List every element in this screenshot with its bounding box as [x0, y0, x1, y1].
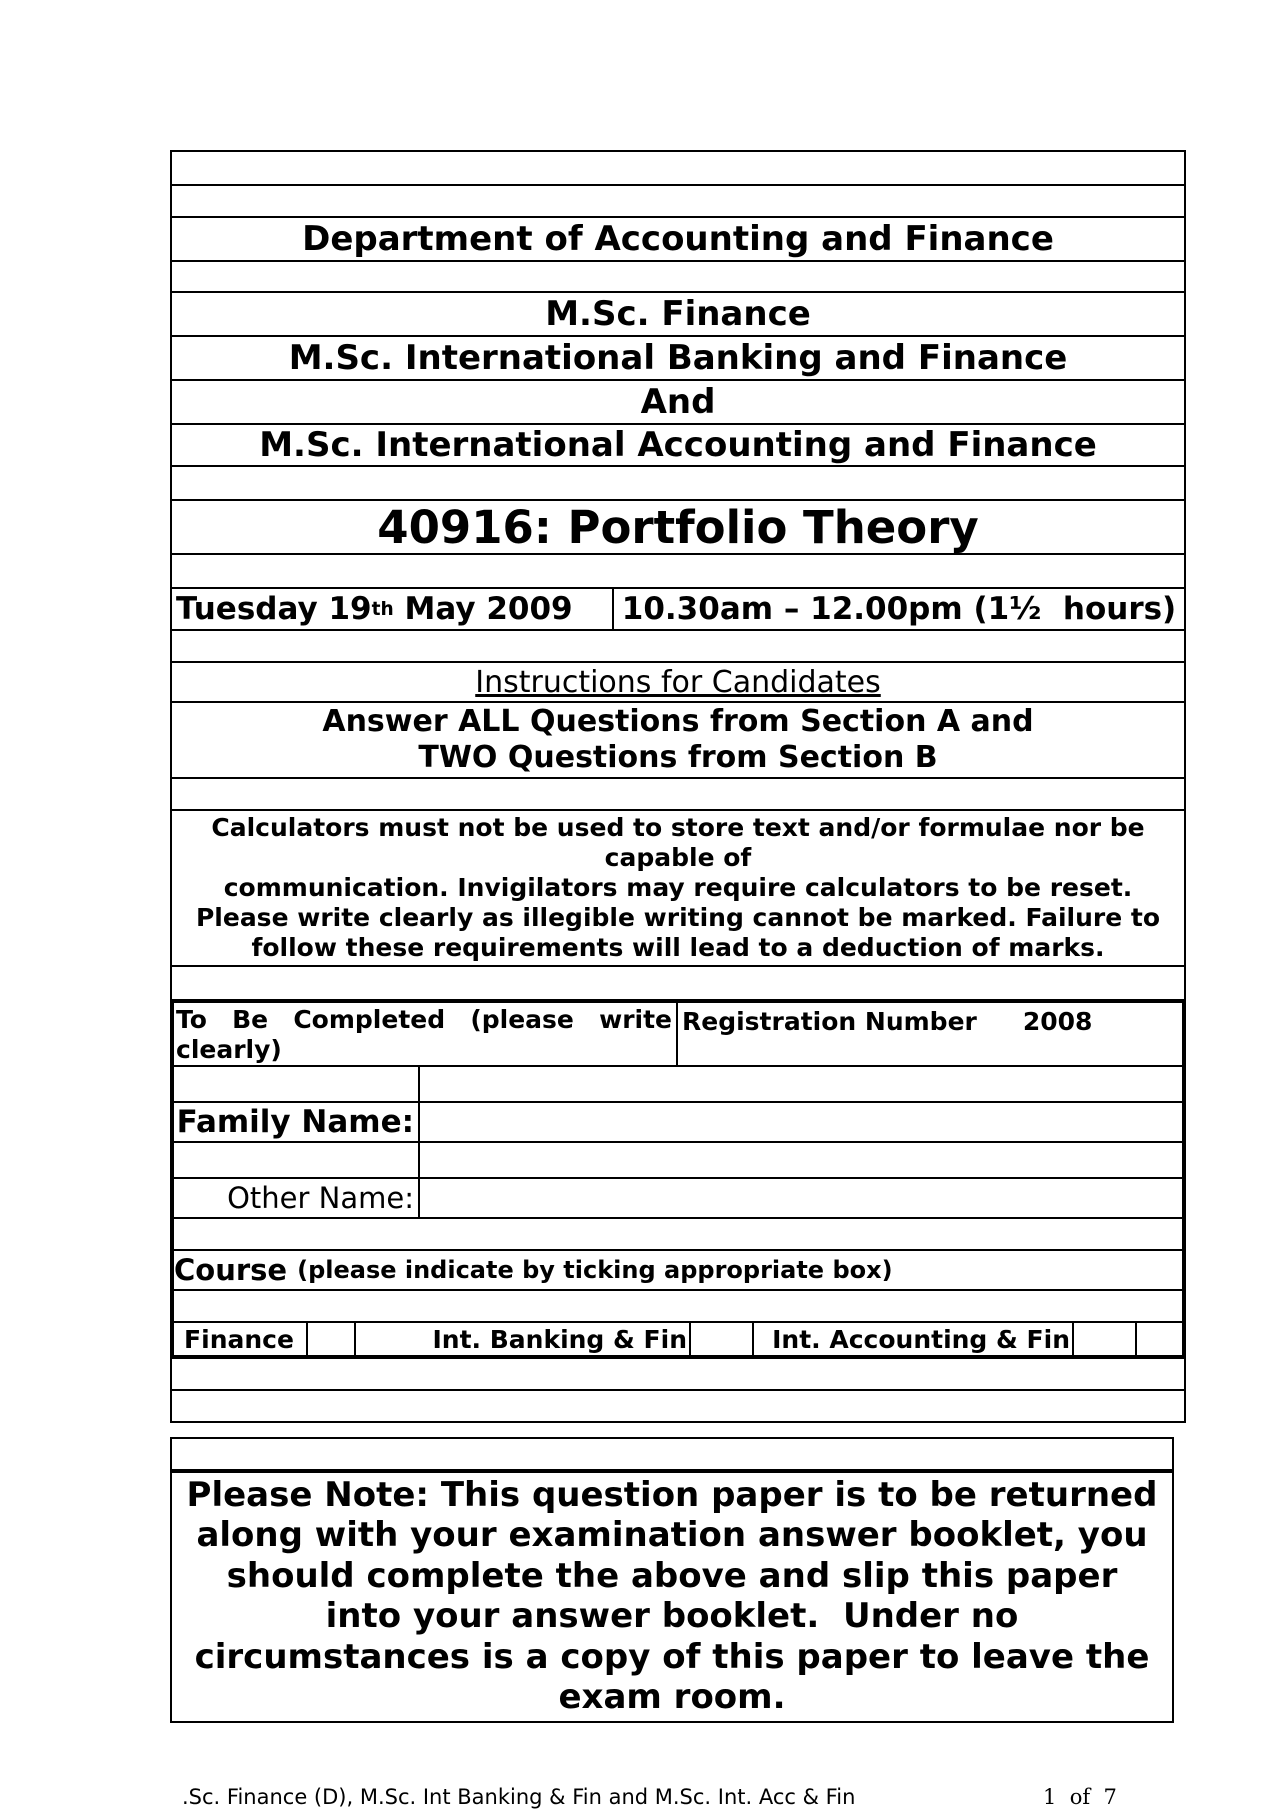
registration-year: 2008: [1022, 1007, 1093, 1036]
course-option-banking-checkbox[interactable]: [689, 1323, 752, 1355]
blank-row: [170, 1389, 1186, 1423]
note-line-2: along with your examination answer booklet, you: [196, 1515, 1148, 1555]
calc-line-3: communication. Invigilators may require calculators to be reset.: [223, 873, 1133, 902]
instructions-line-2: TWO Questions from Section B: [418, 740, 938, 775]
other-name-row: [170, 1177, 1186, 1219]
note-line-3: should complete the above and slip this paper: [226, 1555, 1118, 1596]
instructions-line-1: Answer ALL Questions from Section A and: [322, 704, 1034, 739]
completion-row: [170, 1001, 1186, 1067]
name-spacer-row: [170, 1141, 1186, 1179]
exam-month-year: May 2009: [393, 591, 573, 627]
exam-day: Tuesday 19: [176, 591, 372, 627]
blank-row: [170, 553, 1186, 589]
calc-line-2: capable of: [604, 843, 752, 872]
family-name-row: [170, 1101, 1186, 1143]
course-options-row: [170, 1321, 1186, 1357]
programme-1: M.Sc. Finance: [170, 291, 1186, 337]
course-option-accounting-checkbox[interactable]: [1072, 1323, 1135, 1355]
calculator-notice: [170, 809, 1186, 967]
registration-cell[interactable]: [676, 1003, 1184, 1065]
family-name-field[interactable]: [418, 1103, 1184, 1141]
label-cell: [172, 1067, 418, 1101]
blank-row: [170, 965, 1186, 1001]
footer-page-number: 1 of 7: [1043, 1785, 1117, 1809]
other-name-field[interactable]: [418, 1179, 1184, 1217]
blank-row: [170, 184, 1186, 218]
family-name-label: Family Name:: [176, 1104, 414, 1140]
programme-and: And: [170, 379, 1186, 425]
calc-line-1: Calculators must not be used to store text and/or formulae nor be: [211, 813, 1145, 842]
instructions-heading: Instructions for Candidates: [170, 661, 1186, 703]
other-name-label: Other Name:: [227, 1181, 414, 1215]
input-cell: [418, 1143, 1184, 1177]
exam-day-suffix: th: [371, 598, 394, 620]
blank-row: [170, 1217, 1186, 1251]
calc-line-4: Please write clearly as illegible writing cannot be marked. Failure to: [195, 903, 1161, 932]
department-title: Department of Accounting and Finance: [170, 216, 1186, 262]
blank-row: [170, 629, 1186, 663]
instructions-answer: [170, 701, 1186, 779]
blank-row: [170, 777, 1186, 811]
course-option-banking-label: Int. Banking & Fin: [354, 1323, 689, 1355]
course-option-finance-checkbox[interactable]: [306, 1323, 354, 1355]
course-option-accounting-label: Int. Accounting & Fin: [752, 1323, 1072, 1355]
note-line-4: into your answer booklet. Under no: [325, 1596, 1019, 1636]
input-cell: [418, 1067, 1184, 1101]
note-line-1: Please Note: This question paper is to be returned: [186, 1474, 1158, 1515]
complete-instruction: To Be Completed (please write clearly): [176, 1005, 672, 1064]
note-line-5: circumstances is a copy of this paper to leave the: [194, 1636, 1150, 1677]
course-hint: (please indicate by ticking appropriate box): [297, 1256, 893, 1284]
note-line-6: exam room.: [558, 1677, 786, 1717]
blank-row: [170, 465, 1186, 501]
blank-row: [170, 1289, 1186, 1323]
registration-label: Registration Number: [682, 1007, 977, 1036]
course-option-finance-label: Finance: [184, 1324, 294, 1354]
calc-line-5: follow these requirements will lead to a deduction of marks.: [251, 933, 1105, 962]
programme-3: M.Sc. International Accounting and Finance: [170, 423, 1186, 467]
note-spacer: [170, 1437, 1174, 1473]
module-title: 40916: Portfolio Theory: [170, 499, 1186, 555]
label-cell: [172, 1143, 418, 1177]
footer-course-text: .Sc. Finance (D), M.Sc. Int Banking & Fin and M.Sc. Int. Acc & Fin: [182, 1785, 856, 1809]
exam-date-time-row: [170, 587, 1186, 631]
course-label: Course: [174, 1253, 288, 1287]
exam-time: 10.30am – 12.00pm (1½ hours): [612, 589, 1184, 629]
name-spacer-row: [170, 1065, 1186, 1103]
programme-2: M.Sc. International Banking and Finance: [170, 335, 1186, 381]
exam-date: [172, 589, 612, 629]
course-row: [170, 1249, 1186, 1291]
blank-row: [170, 260, 1186, 293]
course-option-spare: [1135, 1323, 1184, 1355]
return-notice: [170, 1471, 1174, 1723]
exam-cover-table: [170, 150, 1186, 1450]
blank-row: [170, 1355, 1186, 1391]
blank-row: [170, 150, 1186, 186]
